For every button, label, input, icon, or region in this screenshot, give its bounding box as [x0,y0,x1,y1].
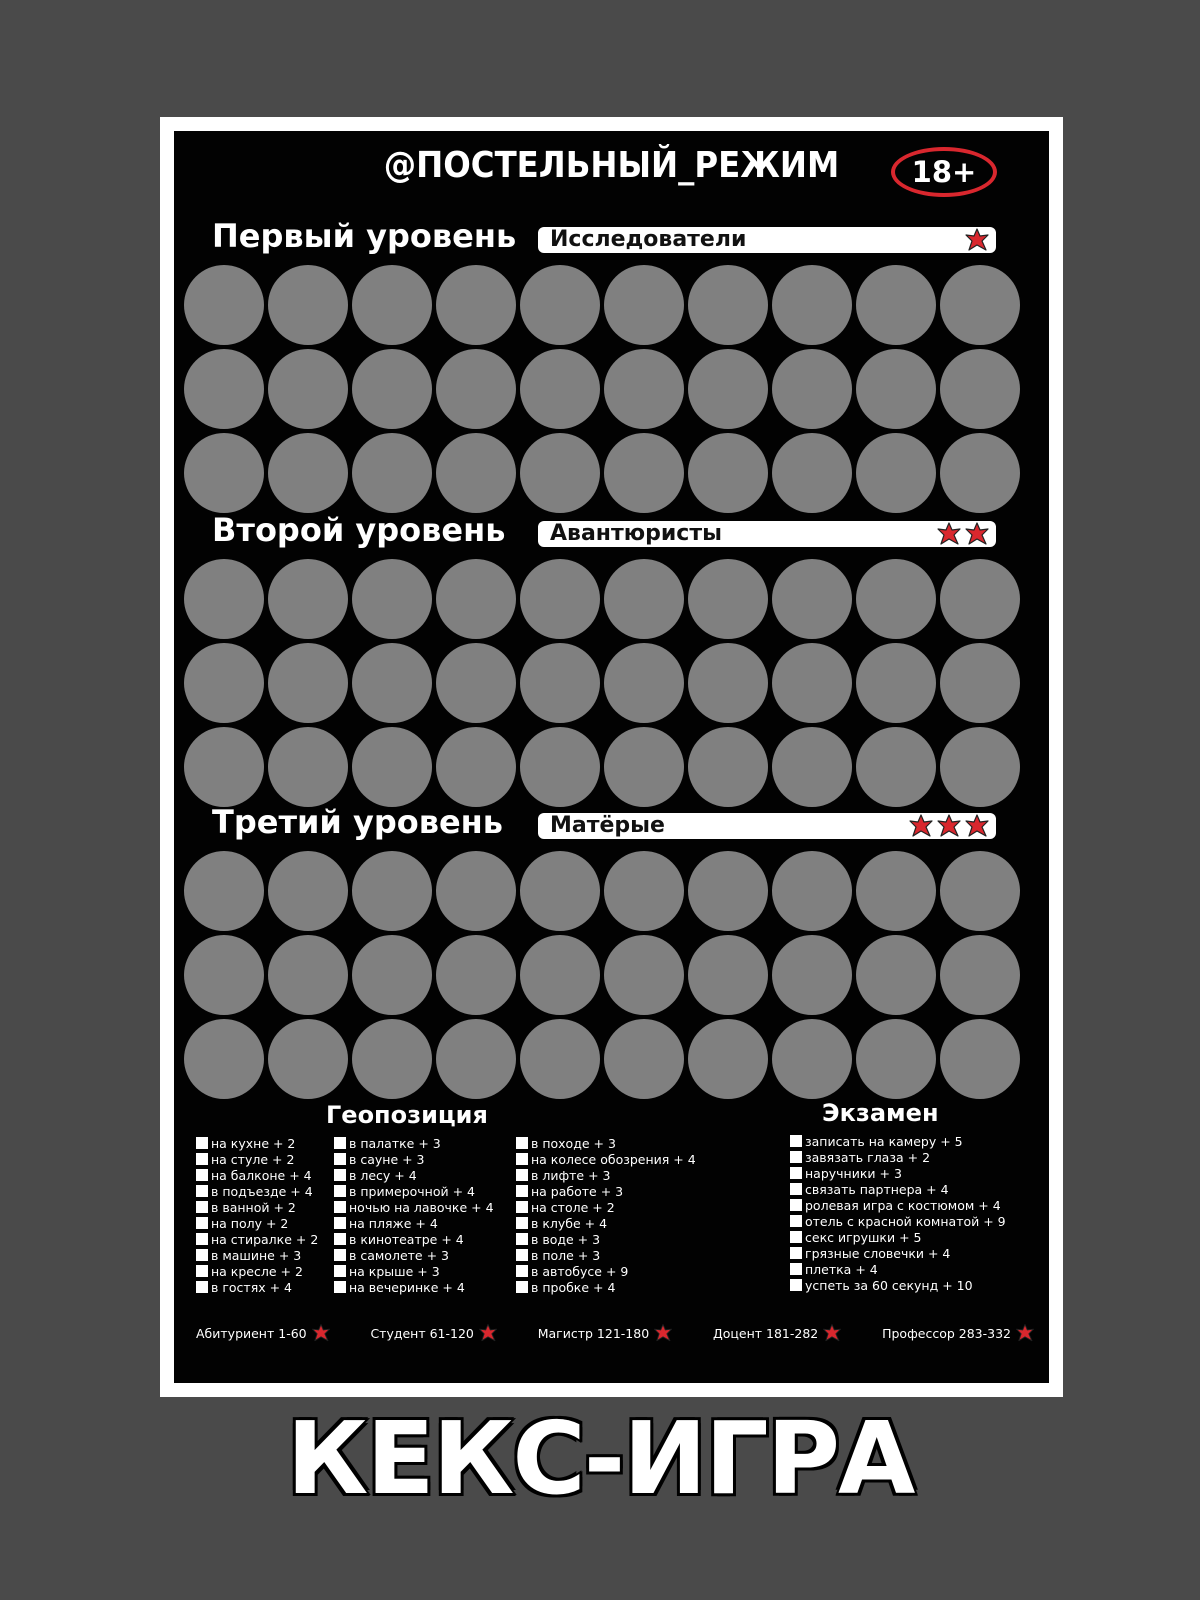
exam-title: Экзамен [822,1099,939,1127]
red-star-icon [822,1323,842,1343]
level-ribbon-label: Матёрые [550,813,665,838]
scratch-circle[interactable] [352,727,432,807]
scratch-circle[interactable] [856,433,936,513]
checkbox[interactable] [196,1249,208,1261]
red-star-icon [1015,1323,1035,1343]
checklist-item [196,1183,318,1199]
scratch-circle[interactable] [940,935,1020,1015]
scratch-circle[interactable] [688,1019,768,1099]
checklist-item [790,1181,1006,1197]
checklist-item-label: в примерочной + 4 [349,1183,475,1199]
checkbox[interactable] [790,1215,802,1227]
checklist-item [790,1197,1006,1213]
scratch-circle[interactable] [352,851,432,931]
checkbox[interactable] [334,1249,346,1261]
rank-label: Профессор 283-332 [882,1325,1011,1341]
checklist-item-label: в пробке + 4 [531,1279,616,1295]
scratch-circle[interactable] [184,727,264,807]
checklist-item-label: секс игрушки + 5 [805,1229,922,1245]
scratch-circle[interactable] [268,851,348,931]
checklist-item [334,1167,494,1183]
rank-label: Доцент 181-282 [712,1325,819,1341]
scratch-circle[interactable] [604,935,684,1015]
scratch-circle[interactable] [352,265,432,345]
scratch-circle[interactable] [268,727,348,807]
checklist-item [516,1215,696,1231]
checklist-item [516,1151,696,1167]
checklist-item-label: на работе + 3 [531,1183,624,1199]
checklist-item [790,1213,1006,1229]
checkbox[interactable] [516,1137,528,1149]
scratch-circle[interactable] [604,727,684,807]
scratch-circle[interactable] [436,1019,516,1099]
scratch-circle[interactable] [184,643,264,723]
scratch-circle[interactable] [688,559,768,639]
red-star-icon [964,522,990,546]
scratch-circle[interactable] [688,851,768,931]
checkbox[interactable] [516,1153,528,1165]
scratch-circle[interactable] [352,559,432,639]
age-rating-badge: 18+ [891,147,997,197]
scratch-circle[interactable] [520,433,600,513]
rank-scale [196,1323,1035,1343]
checklist-item [790,1133,1006,1149]
scratch-circle[interactable] [436,643,516,723]
checklist-item-label: в лифте + 3 [531,1167,611,1183]
checklist-item [516,1199,696,1215]
scratch-circle[interactable] [856,265,936,345]
checkbox[interactable] [790,1151,802,1163]
checklist-item-label: ночью на лавочке + 4 [349,1199,494,1215]
checklist-item [516,1263,696,1279]
checklist-item [334,1247,494,1263]
scratch-circle[interactable] [604,433,684,513]
scratch-circle[interactable] [604,643,684,723]
checklist-item [790,1261,1006,1277]
scratch-circle[interactable] [268,643,348,723]
checklist-item [334,1135,494,1151]
scratch-circle[interactable] [688,935,768,1015]
checklist-item-label: в сауне + 3 [349,1151,425,1167]
scratch-circle[interactable] [268,559,348,639]
scratch-circle[interactable] [772,349,852,429]
checklist-item [516,1247,696,1263]
rank-label: Магистр 121-180 [537,1325,650,1341]
checklist-item [790,1277,1006,1293]
checklist-item [196,1151,318,1167]
scratch-circle[interactable] [604,559,684,639]
scratch-circle[interactable] [184,433,264,513]
exam-list [790,1133,1006,1293]
checklist-item-label: завязать глаза + 2 [805,1149,931,1165]
scratch-circle[interactable] [436,433,516,513]
level-ribbon [538,227,996,253]
difficulty-stars [908,814,990,838]
scratch-circle[interactable] [856,727,936,807]
red-star-icon [964,814,990,838]
checklist-item [790,1245,1006,1261]
checklist-item [516,1135,696,1151]
checkbox[interactable] [790,1231,802,1243]
checkbox[interactable] [334,1201,346,1213]
level-title: Третий уровень [212,803,504,841]
checklist-item-label: в гостях + 4 [211,1279,292,1295]
level-title: Второй уровень [212,511,506,549]
scratch-circle[interactable] [436,349,516,429]
red-star-icon [908,814,934,838]
scratch-circle[interactable] [436,559,516,639]
scratch-circle[interactable] [856,851,936,931]
geoposition-list-2 [334,1135,494,1295]
checklist-item [790,1149,1006,1165]
checkbox[interactable] [196,1281,208,1293]
scratch-circle[interactable] [352,349,432,429]
rank-item [196,1323,331,1343]
rank-item [370,1323,497,1343]
checklist-item [334,1231,494,1247]
checklist-item-label: на стуле + 2 [211,1151,295,1167]
scratch-circle[interactable] [940,433,1020,513]
checkbox[interactable] [334,1233,346,1245]
checkbox[interactable] [196,1201,208,1213]
checkbox[interactable] [790,1199,802,1211]
checklist-item-label: в палатке + 3 [349,1135,441,1151]
rank-label: Студент 61-120 [370,1325,474,1341]
scratch-circle[interactable] [688,433,768,513]
scratch-circle[interactable] [436,727,516,807]
scratch-circle[interactable] [772,559,852,639]
checkbox[interactable] [516,1185,528,1197]
checklist-item [196,1247,318,1263]
geoposition-list-3 [516,1135,696,1295]
scratch-circle[interactable] [940,349,1020,429]
checkbox[interactable] [516,1233,528,1245]
scratch-circle-grid [184,851,1020,1099]
scratch-circle[interactable] [184,349,264,429]
scratch-circle[interactable] [184,559,264,639]
poster-frame [160,117,1063,1397]
checkbox[interactable] [334,1137,346,1149]
checklist-item-label: в автобусе + 9 [531,1263,629,1279]
checklist-item-label: в лесу + 4 [349,1167,417,1183]
scratch-circle[interactable] [772,935,852,1015]
checkbox[interactable] [196,1265,208,1277]
difficulty-stars [936,522,990,546]
scratch-circle[interactable] [772,727,852,807]
checklist-item-label: в самолете + 3 [349,1247,449,1263]
scratch-circle[interactable] [436,265,516,345]
checklist-item-label: наручники + 3 [805,1165,902,1181]
scratch-circle[interactable] [688,349,768,429]
scratch-circle[interactable] [352,1019,432,1099]
geoposition-title: Геопозиция [326,1101,488,1129]
geoposition-list-1 [196,1135,318,1295]
checkbox[interactable] [516,1217,528,1229]
checklist-item-label: в машине + 3 [211,1247,302,1263]
scratch-circle[interactable] [772,851,852,931]
scratch-circle[interactable] [940,727,1020,807]
difficulty-stars [964,228,990,252]
scratch-circle[interactable] [520,935,600,1015]
scratch-circle[interactable] [352,935,432,1015]
checkbox[interactable] [516,1249,528,1261]
brand-handle: @ПОСТЕЛЬНЫЙ_РЕЖИМ [383,145,840,186]
checklist-item [334,1183,494,1199]
scratch-circle[interactable] [772,643,852,723]
checkbox[interactable] [790,1183,802,1195]
level-ribbon-label: Авантюристы [550,521,722,546]
scratch-circle[interactable] [436,935,516,1015]
scratch-poster [174,131,1049,1383]
checklist-item-label: на балконе + 4 [211,1167,312,1183]
checkbox[interactable] [334,1153,346,1165]
checklist-item-label: грязные словечки + 4 [805,1245,951,1261]
scratch-circle[interactable] [772,265,852,345]
checkbox[interactable] [334,1169,346,1181]
scratch-circle[interactable] [604,1019,684,1099]
scratch-circle-grid [184,265,1020,513]
checklist-item-label: на полу + 2 [211,1215,289,1231]
scratch-circle[interactable] [856,1019,936,1099]
scratch-circle[interactable] [184,1019,264,1099]
red-star-icon [964,228,990,252]
scratch-circle[interactable] [268,349,348,429]
checklist-item [196,1199,318,1215]
scratch-circle[interactable] [268,265,348,345]
checklist-item [196,1135,318,1151]
scratch-circle[interactable] [520,851,600,931]
scratch-circle[interactable] [436,851,516,931]
level-title: Первый уровень [212,217,517,255]
checklist-item-label: отель с красной комнатой + 9 [805,1213,1006,1229]
scratch-circle[interactable] [604,265,684,345]
scratch-circle[interactable] [604,851,684,931]
checklist-item-label: в поле + 3 [531,1247,601,1263]
rank-label: Абитуриент 1-60 [196,1325,307,1341]
scratch-circle[interactable] [940,851,1020,931]
game-title: КЕКС-ИГРА [286,1400,914,1517]
checklist-item [196,1279,318,1295]
scratch-circle[interactable] [856,643,936,723]
scratch-circle[interactable] [520,643,600,723]
checkbox[interactable] [196,1233,208,1245]
checkbox[interactable] [334,1281,346,1293]
rank-item [713,1323,842,1343]
checkbox[interactable] [790,1135,802,1147]
checklist-item-label: плетка + 4 [805,1261,878,1277]
checklist-item [334,1215,494,1231]
checklist-item [790,1165,1006,1181]
checkbox[interactable] [196,1169,208,1181]
level-ribbon [538,813,996,839]
level-ribbon [538,521,996,547]
red-star-icon [936,522,962,546]
scratch-circle[interactable] [184,935,264,1015]
checkbox[interactable] [334,1185,346,1197]
checkbox[interactable] [196,1217,208,1229]
checklist-item [516,1167,696,1183]
checkbox[interactable] [790,1247,802,1259]
checkbox[interactable] [334,1265,346,1277]
scratch-circle[interactable] [688,643,768,723]
checklist-item-label: в клубе + 4 [531,1215,608,1231]
checkbox[interactable] [516,1169,528,1181]
checkbox[interactable] [516,1281,528,1293]
checkbox[interactable] [334,1217,346,1229]
rank-item [538,1323,673,1343]
scratch-circle[interactable] [520,349,600,429]
checklist-item-label: на крыше + 3 [349,1263,440,1279]
checkbox[interactable] [196,1185,208,1197]
checklist-item-label: ролевая игра с костюмом + 4 [805,1197,1001,1213]
scratch-circle[interactable] [772,1019,852,1099]
checklist-item-label: на столе + 2 [531,1199,615,1215]
checklist-item [516,1231,696,1247]
checkbox[interactable] [196,1153,208,1165]
checkbox[interactable] [516,1201,528,1213]
red-star-icon [478,1323,498,1343]
checklist-item-label: записать на камеру + 5 [805,1133,963,1149]
checklist-item-label: на кухне + 2 [211,1135,296,1151]
checklist-item [334,1199,494,1215]
checklist-item [334,1151,494,1167]
scratch-circle[interactable] [520,727,600,807]
level-ribbon-label: Исследователи [550,227,747,252]
checklist-item-label: связать партнера + 4 [805,1181,949,1197]
scratch-circle[interactable] [688,265,768,345]
scratch-circle[interactable] [940,559,1020,639]
red-star-icon [653,1323,673,1343]
scratch-circle[interactable] [856,935,936,1015]
checklist-item-label: в походе + 3 [531,1135,616,1151]
scratch-circle[interactable] [268,433,348,513]
checklist-item [196,1167,318,1183]
scratch-circle[interactable] [268,1019,348,1099]
checklist-item-label: на стиралке + 2 [211,1231,319,1247]
checklist-item-label: в подъезде + 4 [211,1183,313,1199]
checklist-item [334,1263,494,1279]
checklist-item [516,1183,696,1199]
scratch-circle[interactable] [604,349,684,429]
checklist-item [516,1279,696,1295]
scratch-circle[interactable] [940,1019,1020,1099]
scratch-circle[interactable] [772,433,852,513]
checklist-item-label: в ванной + 2 [211,1199,296,1215]
scratch-circle[interactable] [940,643,1020,723]
red-star-icon [936,814,962,838]
checkbox[interactable] [790,1167,802,1179]
checklist-item-label: на вечеринке + 4 [349,1279,465,1295]
red-star-icon [311,1323,331,1343]
scratch-circle[interactable] [520,1019,600,1099]
scratch-circle[interactable] [352,433,432,513]
rank-item [882,1323,1035,1343]
scratch-circle[interactable] [268,935,348,1015]
scratch-circle[interactable] [520,265,600,345]
checklist-item [334,1279,494,1295]
scratch-circle[interactable] [688,727,768,807]
checklist-item-label: на колесе обозрения + 4 [531,1151,696,1167]
scratch-circle-grid [184,559,1020,807]
scratch-circle[interactable] [184,851,264,931]
checkbox[interactable] [196,1137,208,1149]
checkbox[interactable] [790,1263,802,1275]
checklist-item-label: на кресле + 2 [211,1263,303,1279]
scratch-circle[interactable] [520,559,600,639]
checklist-item [196,1231,318,1247]
checkbox[interactable] [790,1279,802,1291]
scratch-circle[interactable] [856,349,936,429]
checklist-item [790,1229,1006,1245]
checklist-item-label: успеть за 60 секунд + 10 [805,1277,973,1293]
checklist-item-label: в воде + 3 [531,1231,601,1247]
checklist-item [196,1263,318,1279]
scratch-circle[interactable] [184,265,264,345]
checklist-item-label: на пляже + 4 [349,1215,438,1231]
checklist-item [196,1215,318,1231]
scratch-circle[interactable] [940,265,1020,345]
checkbox[interactable] [516,1265,528,1277]
scratch-circle[interactable] [856,559,936,639]
scratch-circle[interactable] [352,643,432,723]
checklist-item-label: в кинотеатре + 4 [349,1231,464,1247]
